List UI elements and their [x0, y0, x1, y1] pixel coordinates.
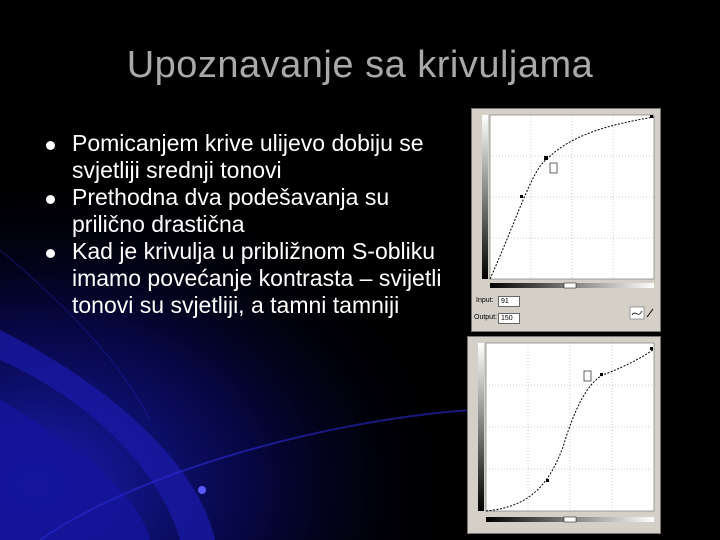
gradient-toggle-icon[interactable] [564, 517, 576, 522]
curve-point[interactable] [650, 115, 653, 118]
curve-pencil-icon[interactable] [630, 307, 644, 319]
input-field[interactable]: 91 [498, 296, 520, 307]
curves-graph [468, 337, 660, 533]
slide-title: Upoznavanje sa krivuljama [126, 44, 594, 86]
bullet-item [44, 130, 454, 184]
gradient-toggle-icon[interactable] [564, 283, 576, 288]
bullet-text: Pomicanjem krive ulijevo dobiju se svjetliji srednji tonovi [72, 130, 424, 183]
bullet-dot-icon [46, 249, 55, 258]
curve-point[interactable] [546, 479, 549, 482]
bullet-list [44, 130, 454, 319]
bullet-item [44, 238, 454, 319]
curve-point[interactable] [520, 195, 523, 198]
curve-point-selected[interactable] [544, 156, 548, 160]
curves-dialog-bright [471, 108, 661, 332]
curve-point[interactable] [650, 347, 653, 350]
curve-point[interactable] [600, 373, 603, 376]
cursor-icon [584, 371, 591, 381]
input-label: Input: [476, 297, 494, 304]
bullet-item [44, 184, 454, 238]
output-gradient-bar [482, 115, 488, 279]
bullet-text: Kad je krivulja u približnom S-obliku imamo povećanje kontrasta – svijetli tonovi su svjetliji, a tamni tamniji [72, 238, 442, 318]
output-gradient-bar [478, 343, 484, 511]
output-label: Output: [474, 314, 497, 321]
output-field[interactable]: 150 [498, 313, 520, 324]
bullet-text: Prethodna dva podešavanja su prilično drastična [72, 184, 390, 237]
curves-dialog-s-curve [467, 336, 661, 534]
bullet-dot-icon [46, 141, 55, 150]
cursor-icon [550, 163, 557, 173]
bullet-dot-icon [46, 195, 55, 204]
